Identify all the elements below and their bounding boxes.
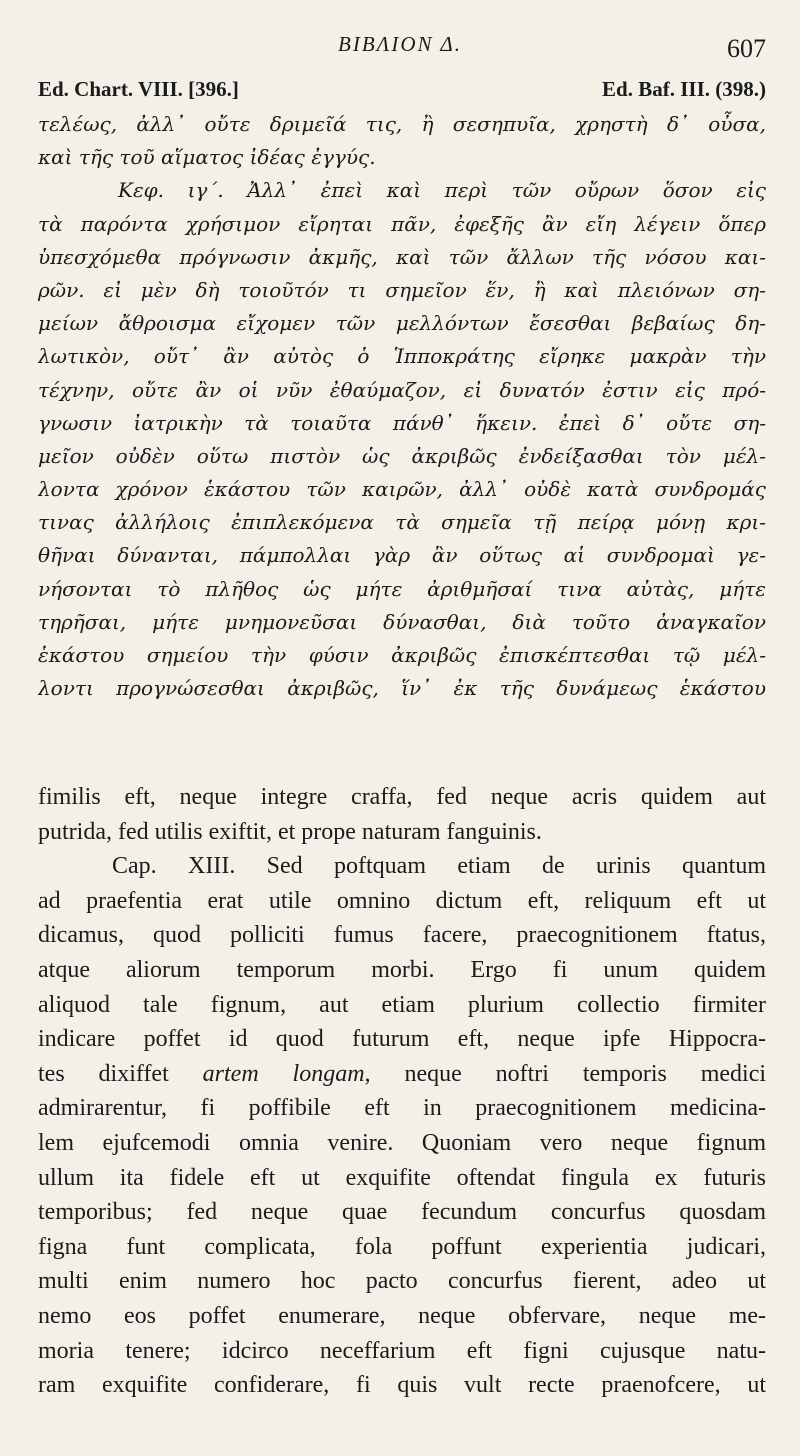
latin-line: multi enim numero hoc pacto concurfus fierent, adeo ut xyxy=(38,1268,766,1295)
greek-line: τινας ἀλλήλοις ἐπιπλεκόμενα τὰ σημεῖα τῇ πείρᾳ μόνῃ κρι- xyxy=(38,510,766,535)
greek-line: ρῶν. εἰ μὲν δὴ τοιοῦτόν τι σημεῖον ἕν, ἢ καὶ πλειόνων ση- xyxy=(38,277,766,302)
latin-line: Cap. XIII. Sed poftquam etiam de urinis quantum xyxy=(112,853,766,880)
latin-line: nemo eos poffet enumerare, neque obfervare, neque me- xyxy=(38,1302,766,1329)
greek-line: τελέως, ἀλλ᾽ οὔτε δριμεῖά τις, ἢ σεσηπυῖα, χρηστὴ δ᾽ οὖσα, xyxy=(38,112,766,136)
latin-text-block xyxy=(38,780,766,1403)
greek-line: γνωσιν ἰατρικὴν τὰ τοιαῦτα πάνθ᾽ ἥκειν. ἐπεὶ δ᾽ οὔτε ση- xyxy=(38,410,766,435)
greek-line: θῆναι δύνανται, πάμπολλαι γὰρ ἂν οὕτως αἱ συνδρομαὶ γε- xyxy=(38,543,766,568)
greek-line: τὰ παρόντα χρήσιμον εἴρηται πᾶν, ἐφεξῆς ἂν εἴη λέγειν ὅπερ xyxy=(38,211,766,236)
edition-references xyxy=(38,77,766,102)
greek-line: μεῖον οὐδὲν οὕτω πιστὸν ὡς ἀκριβῶς ἐνδείξασθαι τὸν μέλ- xyxy=(38,443,766,468)
greek-line: λοντι προγνώσεσθαι ἀκριβῶς, ἵν᾽ ἐκ τῆς δυνάμεως ἑκάστου xyxy=(38,676,766,701)
greek-line: λοντα χρόνον ἑκάστου τῶν καιρῶν, ἀλλ᾽ οὐδὲ κατὰ συνδρομάς xyxy=(38,477,766,502)
italic-phrase-artem-longam: artem longam, xyxy=(202,1060,371,1087)
latin-line: temporibus; fed neque quae fecundum concurfus quosdam xyxy=(38,1199,766,1226)
latin-line: figna funt complicata, fola poffunt experientia judicari, xyxy=(38,1233,766,1260)
latin-line: dicamus, quod polliciti fumus facere, praecognitionem ftatus, xyxy=(38,922,766,949)
page-number: 607 xyxy=(727,34,766,63)
latin-line: putrida, fed utilis exiftit, et prope naturam fanguinis. xyxy=(38,818,542,845)
latin-line: aliquod tale fignum, aut etiam plurium collectio firmiter xyxy=(38,991,766,1018)
greek-line: καὶ τῆς τοῦ αἵματος ἰδέας ἐγγύς. xyxy=(38,145,376,170)
latin-line: indicare poffet id quod futurum eft, neque ipfe Hippocra- xyxy=(38,1026,766,1053)
greek-line: μείων ἄθροισμα εἴχομεν τῶν μελλόντων ἔσεσθαι βεβαίως δη- xyxy=(38,311,766,336)
latin-line-segment: neque noftri temporis medici xyxy=(404,1060,766,1087)
greek-line: ἑκάστου σημείου τὴν φύσιν ἀκριβῶς ἐπισκέπτεσθαι τῷ μέλ- xyxy=(38,643,766,667)
latin-line: fimilis eft, neque integre craffa, fed neque acris quidem aut xyxy=(38,784,766,810)
left-edition-reference: Ed. Chart. VIII. [396.] xyxy=(38,77,239,101)
latin-line: ullum ita fidele eft ut exquifite oftendat fingula ex futuris xyxy=(38,1164,766,1191)
latin-line-segment: tes dixiffet xyxy=(38,1060,169,1087)
greek-line: Κεφ. ιγ΄. Ἀλλ᾽ ἐπεὶ καὶ περὶ τῶν οὔρων ὅσον εἰς xyxy=(118,178,766,203)
running-title: ΒΙΒΛΙΟΝ Δ. xyxy=(338,32,462,56)
latin-line xyxy=(38,1057,766,1092)
greek-line: ὑπεσχόμεθα πρόγνωσιν ἀκμῆς, καὶ τῶν ἄλλων τῆς νόσου και- xyxy=(38,244,766,269)
latin-line: ram exquifite confiderare, fi quis vult recte praenofcere, ut xyxy=(38,1372,766,1399)
greek-line: τέχνην, οὔτε ἂν οἱ νῦν ἐθαύμαζον, εἰ δυνατόν ἐστιν εἰς πρό- xyxy=(38,377,766,402)
right-edition-reference: Ed. Baf. III. (398.) xyxy=(602,77,766,101)
latin-line: atque aliorum temporum morbi. Ergo fi unum quidem xyxy=(38,956,766,983)
latin-line: moria tenere; idcirco neceffarium eft figni cujusque natu- xyxy=(38,1337,766,1364)
greek-line: λωτικὸν, οὔτ᾽ ἂν αὐτὸς ὁ Ἱπποκράτης εἴρηκε μακρὰν τὴν xyxy=(38,344,766,369)
latin-line: lem ejufcemodi omnia venire. Quoniam vero neque fignum xyxy=(38,1129,766,1156)
greek-line: νήσονται τὸ πλῆθος ὡς μήτε ἀριθμῆσαί τινα αὐτὰς, μήτε xyxy=(38,576,766,601)
latin-line: ad praefentia erat utile omnino dictum eft, reliquum eft ut xyxy=(38,887,766,914)
greek-text-block xyxy=(38,108,766,705)
greek-line: τηρῆσαι, μήτε μνημονεῦσαι δύνασθαι, διὰ τοῦτο ἀναγκαῖον xyxy=(38,609,766,634)
latin-line: admirarentur, fi poffibile eft in praecognitionem medicina- xyxy=(38,1095,766,1122)
